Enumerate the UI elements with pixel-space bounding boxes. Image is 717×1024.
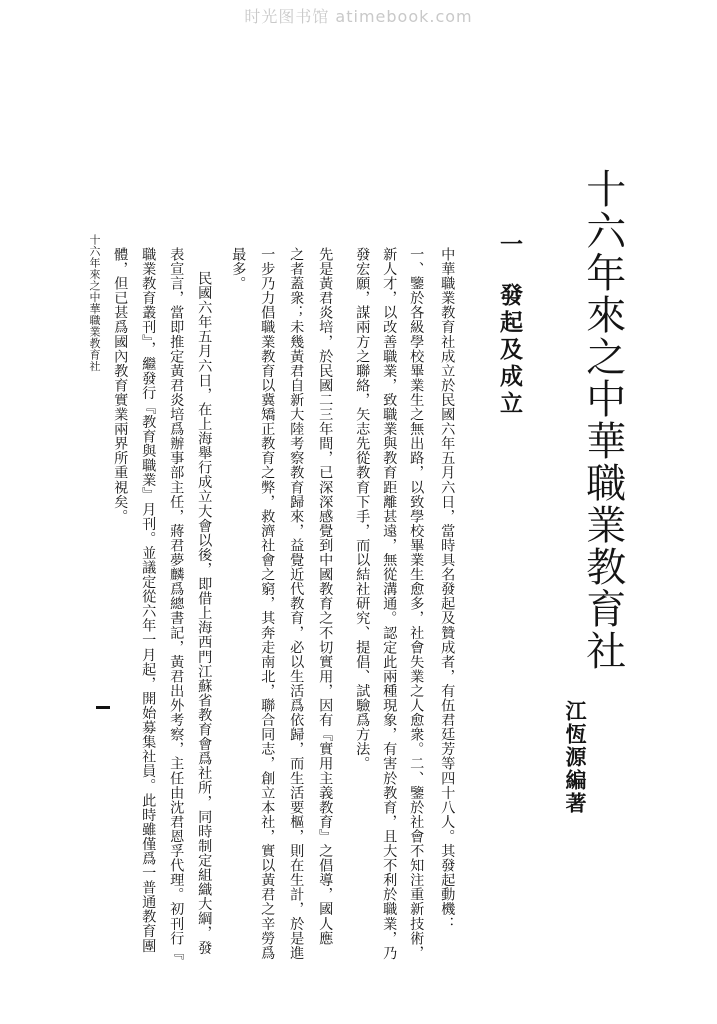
body-column: 體，但已甚爲國內教育實業兩界所重視矣。 bbox=[112, 247, 129, 524]
body-column: 最多。 bbox=[230, 247, 247, 291]
body-column: 表宣言，當即推定黃君炎培爲辦事部主任，蔣君夢麟爲總書記，黃君出外考察，主任由沈君恩孚代理。初刊行『 bbox=[168, 247, 185, 960]
section-title: 發起及成立 bbox=[496, 283, 523, 418]
section-number: 一 bbox=[496, 232, 523, 259]
body-column: 一、鑒於各級學校畢業生之無出路，以致學校畢業生愈多，社會失業之人愈衆。二、鑒於社會不知注重新技術， bbox=[408, 247, 425, 960]
body-column: 一步乃力倡職業教育以冀矯正教育之弊，救濟社會之窮，其奔走南北，聯合同志，創立本社，實以黃君之辛勞爲 bbox=[259, 247, 276, 960]
body-column: 發宏願，謀兩方之聯絡，矢志先從教育下手，而以結社研究、提倡、試驗爲方法。 bbox=[354, 247, 371, 771]
body-column: 新人才，以改善職業，致職業與教育距離甚遠，無從溝通。認定此兩種現象，有害於教育，且大不利於職業，乃 bbox=[381, 247, 398, 960]
body-column: 職業教育叢刊』，繼發行『教育與職業』月刊。並議定從六年一月起，開始募集社員。此時雖僅爲一普通教育團 bbox=[140, 247, 157, 953]
body-column: 先是黃君炎培，於民國二三年間，已深深感覺到中國教育之不切實用，因有『實用主義教育』之倡導，國人應 bbox=[317, 247, 334, 946]
body-column: 中華職業教育社成立於民國六年五月六日，當時具名發起及贊成者，有伍君廷芳等四十八人。其發起動機： bbox=[439, 247, 456, 931]
body-column: 之者蓋衆；未幾黃君自新大陸考察教育歸來，益覺近代教育，必以生活爲依歸，而生活要樞，則在生計，於是進 bbox=[288, 247, 305, 960]
section-heading bbox=[493, 232, 526, 418]
running-header: 十六年來之中華職業教育社 bbox=[88, 234, 101, 372]
page-number bbox=[96, 706, 110, 709]
body-column: 民國六年五月六日，在上海舉行成立大會以後，即借上海西門江蘇省教育會爲社所，同時制定組織大綱，發 bbox=[196, 271, 213, 955]
page-title: 十六年來之中華職業教育社 bbox=[579, 168, 626, 672]
watermark: 时光图书馆 atimebook.com bbox=[244, 7, 473, 26]
author-byline: 江恆源編著 bbox=[563, 700, 588, 815]
